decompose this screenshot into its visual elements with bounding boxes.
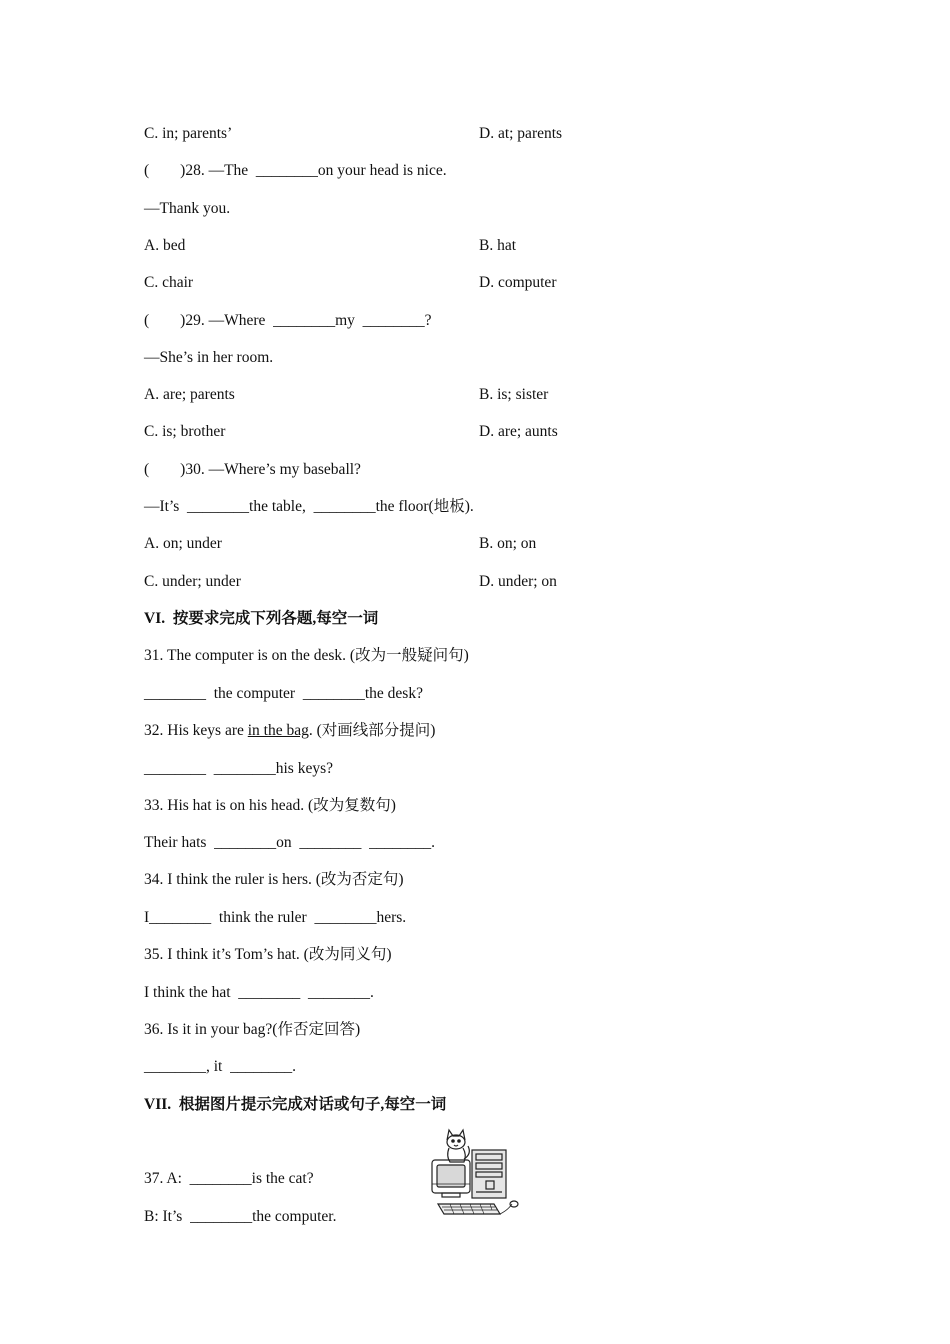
q32-answer: ________ ________his keys? [144,760,334,777]
q30-reply: —It’s ________the table, ________the floor(地板). [144,498,474,515]
q29-option-d: D. are; aunts [479,423,558,440]
q30-option-b: B. on; on [479,535,537,552]
q36-stem: 36. Is it in your bag?(作否定回答) [144,1021,361,1038]
q30-option-d: D. under; on [479,573,557,590]
q32-underlined-part: in the bag [247,722,309,739]
q33-stem: 33. His hat is on his head. (改为复数句) [144,797,396,814]
q30-option-a: A. on; under [144,535,222,552]
q29-option-b: B. is; sister [479,386,549,403]
q29-stem: ( )29. —Where ________my ________? [144,312,432,329]
section-7-title: VII. 根据图片提示完成对话或句子,每空一词 [144,1096,447,1113]
q35-stem: 35. I think it’s Tom’s hat. (改为同义句) [144,946,392,963]
q28-option-b: B. hat [479,237,517,254]
q28-stem: ( )28. —The ________on your head is nice. [144,162,447,179]
q30-stem: ( )30. —Where’s my baseball? [144,461,361,478]
q29-option-c: C. is; brother [144,423,226,440]
q27-option-d: D. at; parents [479,125,563,142]
q36-answer: ________, it ________. [144,1058,296,1075]
q31-answer: ________ the computer ________the desk? [144,685,423,702]
q34-stem: 34. I think the ruler is hers. (改为否定句) [144,871,404,888]
q28-reply: —Thank you. [144,200,231,217]
q35-answer: I think the hat ________ ________. [144,984,374,1001]
q28-option-d: D. computer [479,274,557,291]
q32-stem [144,721,435,741]
q37-line-b: B: It’s ________the computer. [144,1208,337,1225]
cat-on-computer-illustration-icon [428,1124,522,1219]
q29-option-a: A. are; parents [144,386,235,403]
q32-stem-pre: 32. His keys are [144,722,248,739]
q37-line-a: 37. A: ________is the cat? [144,1170,314,1187]
q33-answer: Their hats ________on ________ ________. [144,834,436,851]
q28-option-a: A. bed [144,237,186,254]
q27-option-c: C. in; parents’ [144,125,233,142]
q30-option-c: C. under; under [144,573,241,590]
section-6-title: VI. 按要求完成下列各题,每空一词 [144,610,379,627]
q29-reply: —She’s in her room. [144,349,274,366]
q31-stem: 31. The computer is on the desk. (改为一般疑问句) [144,647,469,664]
q28-option-c: C. chair [144,274,194,291]
q34-answer: I________ think the ruler ________hers. [144,909,407,926]
q32-stem-post: . (对画线部分提问) [308,722,436,739]
